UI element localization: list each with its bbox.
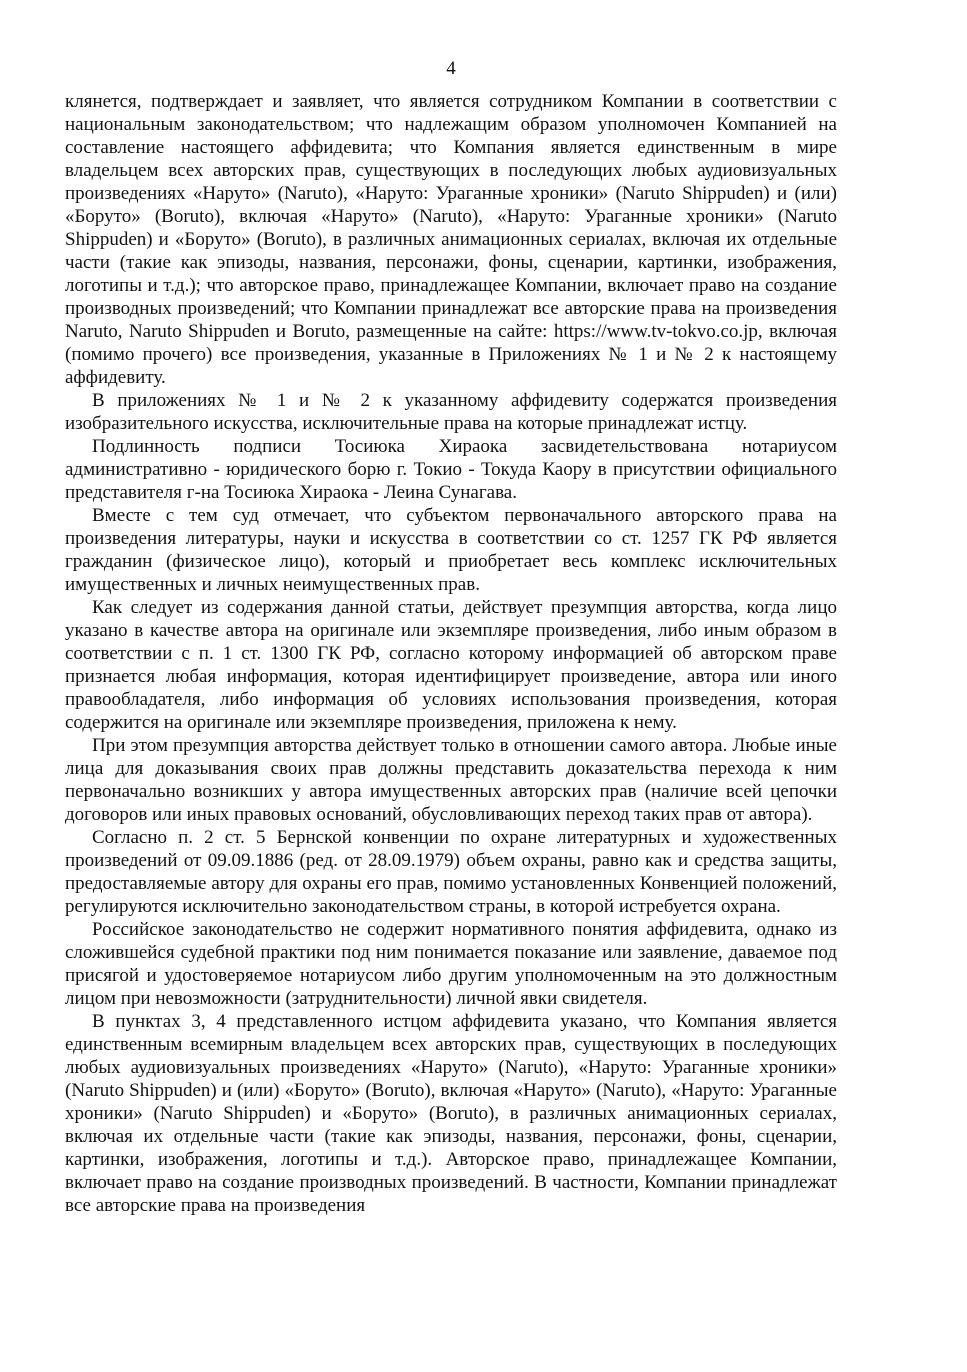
- page-number: 4: [446, 58, 456, 79]
- paragraph: Российское законодательство не содержит нормативного понятия аффидевита, однако из сложившейся судебной практики под ним понимается показание или заявление, даваемое под присягой и удостоверяемое нотариусом либо другим уполномоченным на это должностным лицом при невозможности (затруднительности) личной явки свидетеля.: [65, 919, 837, 1009]
- paragraph: В пунктах 3, 4 представленного истцом аффидевита указано, что Компания является единственным всемирным владельцем всех авторских прав, существующих в последующих любых аудиовизуальных произведениях «Наруто» (Naruto), «Наруто: Ураганные хроники» (Naruto Shippuden) и (или) «Боруто» (Boruto), включая «Наруто» (Naruto), «Наруто: Ураганные хроники» (Naruto Shippuden) и «Боруто» (Boruto), в различных анимационных сериалах, включая их отдельные части (такие как эпизоды, названия, персонажи, фоны, сценарии, картинки, изображения, логотипы и т.д.). Авторское право, принадлежащее Компании, включает право на создание производных произведений. В частности, Компании принадлежат все авторские права на произведения: [65, 1011, 837, 1216]
- document-body: [65, 90, 837, 1217]
- paragraph: клянется, подтверждает и заявляет, что является сотрудником Компании в соответствии с национальным законодательством; что надлежащим образом уполномочен Компанией на составление настоящего аффидевита; что Компания является единственным в мире владельцем всех авторских прав, существующих в последующих любых аудиовизуальных произведениях «Наруто» (Naruto), «Наруто: Ураганные хроники» (Naruto Shippuden) и (или) «Боруто» (Boruto), включая «Наруто» (Naruto), «Наруто: Ураганные хроники» (Naruto Shippuden) и «Боруто» (Boruto), в различных анимационных сериалах, включая их отдельные части (такие как эпизоды, названия, персонажи, фоны, сценарии, картинки, изображения, логотипы и т.д.); что авторское право, принадлежащее Компании, включает право на создание производных произведений; что Компании принадлежат все авторские права на произведения Naruto, Naruto Shippuden и Boruto, размещенные на сайте: https://www.tv-tokvo.co.jp, включая (помимо прочего) все произведения, указанные в Приложениях № 1 и № 2 к настоящему аффидевиту.: [65, 91, 837, 388]
- paragraph: При этом презумпция авторства действует только в отношении самого автора. Любые иные лица для доказывания своих прав должны представить доказательства перехода к ним первоначально возникших у автора имущественных авторских прав (наличие всей цепочки договоров или иных правовых оснований, обусловливающих переход таких прав от автора).: [65, 735, 837, 825]
- paragraph: Согласно п. 2 ст. 5 Бернской конвенции по охране литературных и художественных произведений от 09.09.1886 (ред. от 28.09.1979) объем охраны, равно как и средства защиты, предоставляемые автору для охраны его прав, помимо установленных Конвенцией положений, регулируются исключительно законодательством страны, в которой истребуется охрана.: [65, 827, 837, 917]
- paragraph: В приложениях № 1 и № 2 к указанному аффидевиту содержатся произведения изобразительного искусства, исключительные права на которые принадлежат истцу.: [65, 390, 837, 434]
- paragraph: Как следует из содержания данной статьи, действует презумпция авторства, когда лицо указано в качестве автора на оригинале или экземпляре произведения, либо иным образом в соответствии с п. 1 ст. 1300 ГК РФ, согласно которому информацией об авторском праве признается любая информация, которая идентифицирует произведение, автора или иного правообладателя, либо информация об условиях использования произведения, которая содержится на оригинале или экземпляре произведения, приложена к нему.: [65, 597, 837, 733]
- paragraph: Подлинность подписи Тосиюка Хираока засвидетельствована нотариусом административно - юридического борю г. Токио - Токуда Каору в присутствии официального представителя г-на Тосиюка Хираока - Леина Сунагава.: [65, 436, 837, 503]
- paragraph: Вместе с тем суд отмечает, что субъектом первоначального авторского права на произведения литературы, науки и искусства в соответствии со ст. 1257 ГК РФ является гражданин (физическое лицо), который и приобретает весь комплекс исключительных имущественных и личных неимущественных прав.: [65, 505, 837, 595]
